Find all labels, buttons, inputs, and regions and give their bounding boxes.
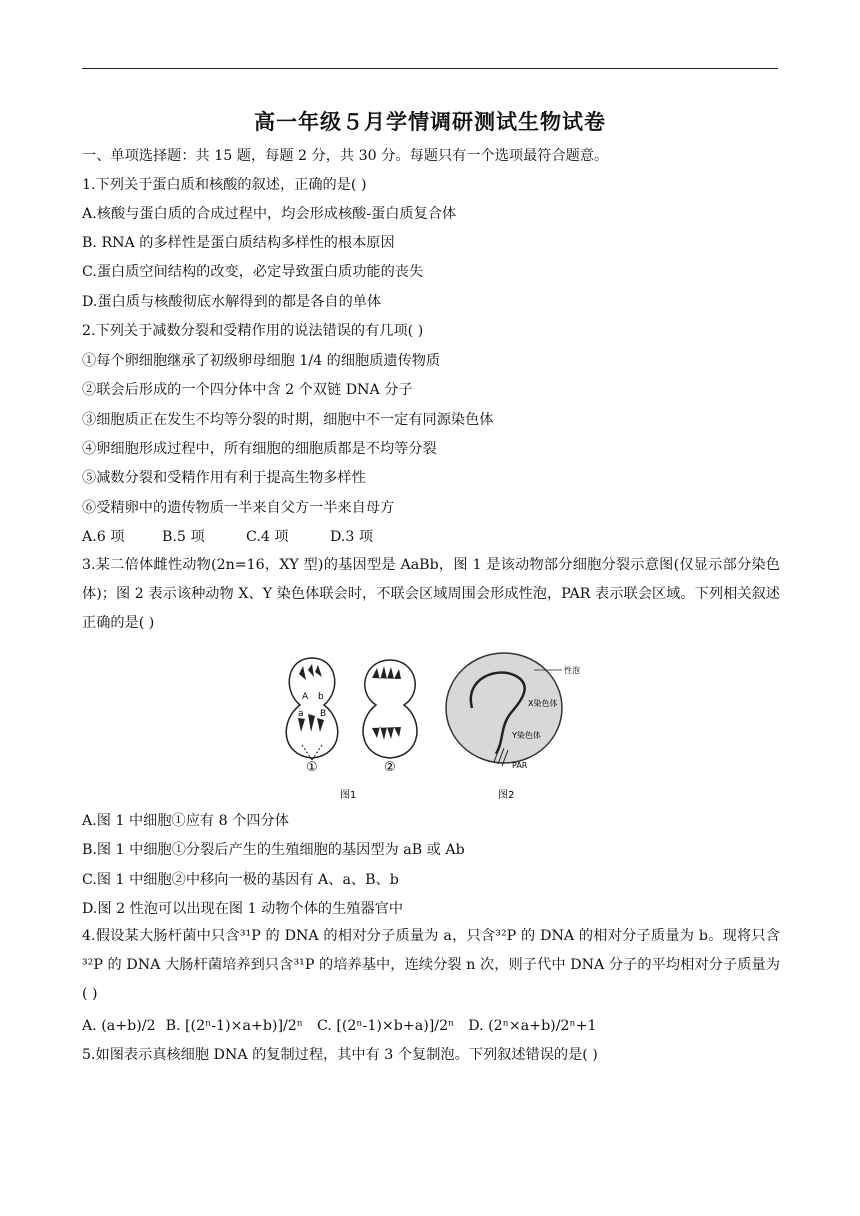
q2-statement-1: ①每个卵细胞继承了初级卵母细胞 1/4 的细胞质遗传物质	[82, 353, 441, 369]
q1-option-b: B. RNA 的多样性是蛋白质结构多样性的根本原因	[82, 235, 395, 251]
page-title: 高一年级５月学情调研测试生物试卷	[254, 109, 606, 134]
q3-stem: 3.某二倍体雌性动物(2n=16，XY 型)的基因型是 AaBb，图 1 是该动物部分细胞分裂示意图(仅显示部分染色体)；图 2 表示该种动物 X、Y 染色体联会时，不联会区域周围会形成性泡，PAR 表示联会区域。下列相关叙述正确的是( )	[82, 557, 780, 631]
q2-statement-6: ⑥受精卵中的遗传物质一半来自父方一半来自母方	[82, 500, 395, 516]
q3-option-b: B.图 1 中细胞①分裂后产生的生殖细胞的基因型为 aB 或 Ab	[82, 842, 465, 858]
header-rule	[82, 68, 778, 69]
par-label: PAR	[512, 761, 528, 770]
q4-stem: 4.假设某大肠杆菌中只含³¹P 的 DNA 的相对分子质量为 a，只含³²P 的 DNA 的相对分子质量为 b。现将只含³²P 的 DNA 大肠杆菌培养到只含³¹P 的培养基中，连续分裂 n 次，则子代中 DNA 分子的平均相对分子质量为( )	[82, 928, 780, 1002]
q2-option-a: A.6 项	[82, 529, 125, 545]
q2-stem: 2.下列关于减数分裂和受精作用的说法错误的有几项( )	[82, 323, 424, 339]
q2-option-b: B.5 项	[162, 529, 205, 545]
q4-option-a: A. (a+b)/2	[82, 1018, 156, 1034]
q2-statement-2: ②联会后形成的一个四分体中含 2 个双链 DNA 分子	[82, 382, 413, 398]
gene-a-label: a	[298, 709, 304, 719]
cell-1	[286, 658, 338, 760]
q5-stem: 5.如图表示真核细胞 DNA 的复制过程，其中有 3 个复制泡。下列叙述错误的是( )	[82, 1047, 598, 1063]
gene-A-label: A	[302, 692, 309, 702]
cell-2	[363, 660, 417, 758]
q3-figure	[272, 650, 602, 805]
q1-stem: 1.下列关于蛋白质和核酸的叙述，正确的是( )	[82, 177, 367, 193]
figure-2-caption: 图2	[498, 790, 515, 801]
q3-option-a: A.图 1 中细胞①应有 8 个四分体	[82, 813, 289, 829]
section-heading: 一、单项选择题：共 15 题，每题 2 分，共 30 分。每题只有一个选项最符合题意。	[82, 148, 609, 164]
q2-statement-3: ③细胞质正在发生不均等分裂的时期，细胞中不一定有同源染色体	[82, 412, 494, 428]
q4-option-c: C. [(2ⁿ-1)×b+a)]/2ⁿ	[316, 1018, 455, 1034]
q4-option-d: D. (2ⁿ×a+b)/2ⁿ+1	[468, 1018, 597, 1034]
y-chromosome-label: Y染色体	[512, 731, 541, 740]
q3-option-c: C.图 1 中细胞②中移向一极的基因有 A、a、B、b	[82, 872, 399, 888]
figure-1-caption: 图1	[340, 790, 357, 801]
q2-option-d: D.3 项	[330, 529, 374, 545]
vesicle-label: 性泡	[564, 666, 580, 675]
q2-options	[82, 527, 373, 547]
q2-statement-4: ④卵细胞形成过程中，所有细胞的细胞质都是不均等分裂	[82, 441, 437, 457]
q4-option-b: B. [(2ⁿ-1)×a+b)]/2ⁿ	[165, 1018, 303, 1034]
gene-B-label: B	[320, 709, 327, 719]
q3-option-d: D.图 2 性泡可以出现在图 1 动物个体的生殖器官中	[82, 901, 404, 917]
q1-option-d: D.蛋白质与核酸彻底水解得到的都是各自的单体	[82, 294, 382, 310]
gene-b-label: b	[318, 692, 324, 702]
q4-options	[82, 1016, 597, 1036]
cell-1-label: ①	[306, 760, 318, 775]
cell-2-label: ②	[384, 760, 396, 775]
x-chromosome-label: X染色体	[528, 699, 558, 708]
q1-option-a: A.核酸与蛋白质的合成过程中，均会形成核酸-蛋白质复合体	[82, 206, 457, 222]
q2-option-c: C.4 项	[246, 529, 289, 545]
q2-statement-5: ⑤减数分裂和受精作用有利于提高生物多样性	[82, 470, 366, 486]
q1-option-c: C.蛋白质空间结构的改变，必定导致蛋白质功能的丧失	[82, 264, 424, 280]
